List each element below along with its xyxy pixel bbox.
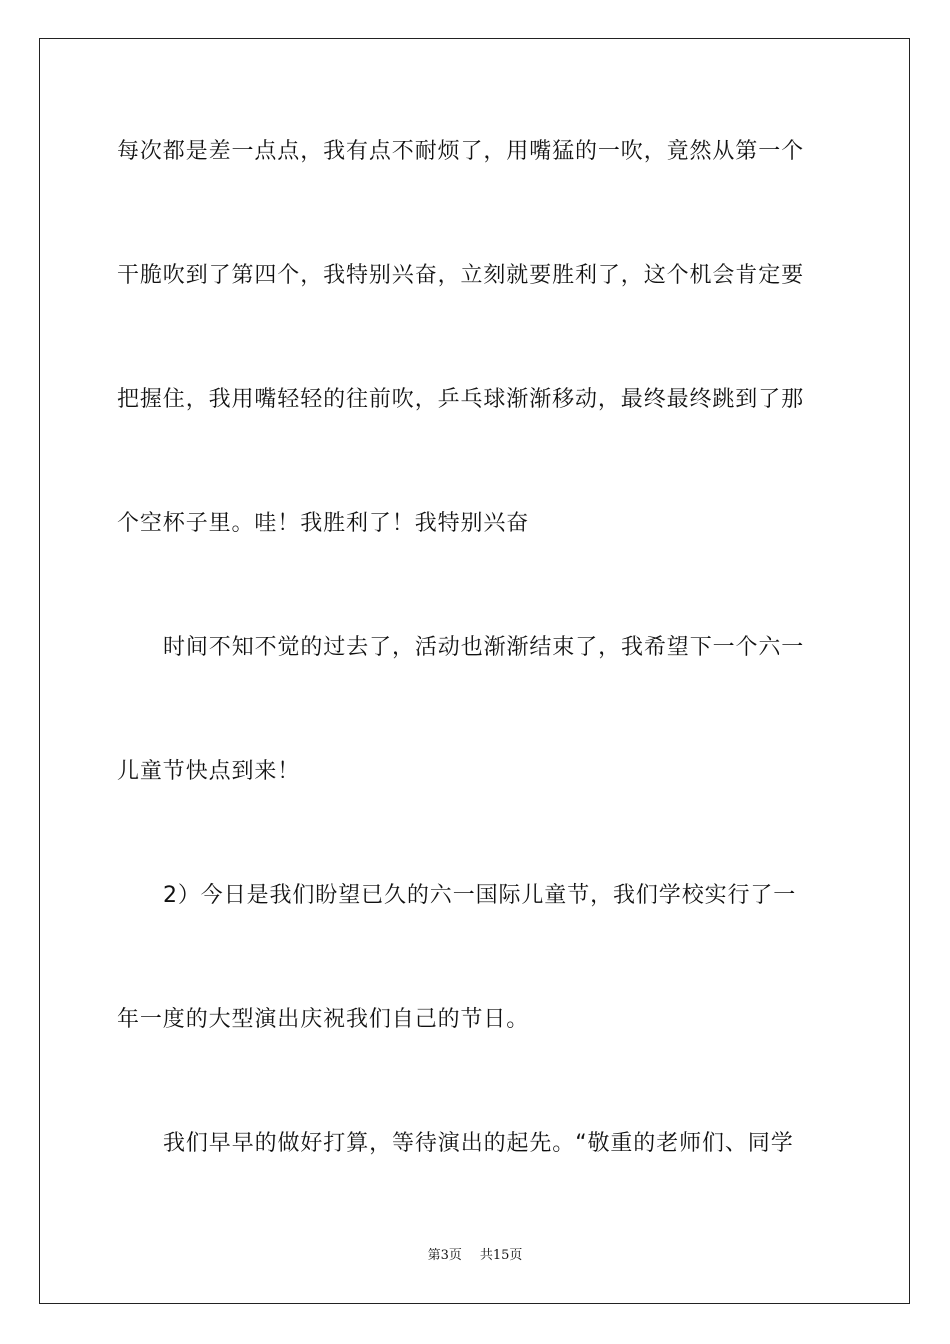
text-line: 把握住，我用嘴轻轻的往前吹，乒乓球渐渐移动，最终最终跳到了那 [117, 387, 805, 412]
paragraph-start-line: 2）今日是我们盼望已久的六一国际儿童节，我们学校实行了一 [163, 883, 797, 908]
page-border [39, 38, 910, 1304]
text-line: 干脆吹到了第四个，我特别兴奋，立刻就要胜利了，这个机会肯定要 [117, 263, 805, 288]
text-line: 每次都是差一点点，我有点不耐烦了，用嘴猛的一吹，竟然从第一个 [117, 139, 805, 164]
paragraph-start-line: 时间不知不觉的过去了，活动也渐渐结束了，我希望下一个六一 [163, 635, 805, 660]
paragraph-start-line: 我们早早的做好打算，等待演出的起先。“敬重的老师们、同学 [163, 1131, 794, 1156]
text-line: 儿童节快点到来！ [117, 759, 301, 784]
text-line: 年一度的大型演出庆祝我们自己的节日。 [117, 1007, 530, 1032]
page-total: 共15页 [479, 1248, 523, 1263]
text-line: 个空杯子里。哇！我胜利了！我特别兴奋 [117, 511, 530, 536]
page-footer [0, 1247, 950, 1265]
page-number: 第3页 [427, 1248, 462, 1263]
